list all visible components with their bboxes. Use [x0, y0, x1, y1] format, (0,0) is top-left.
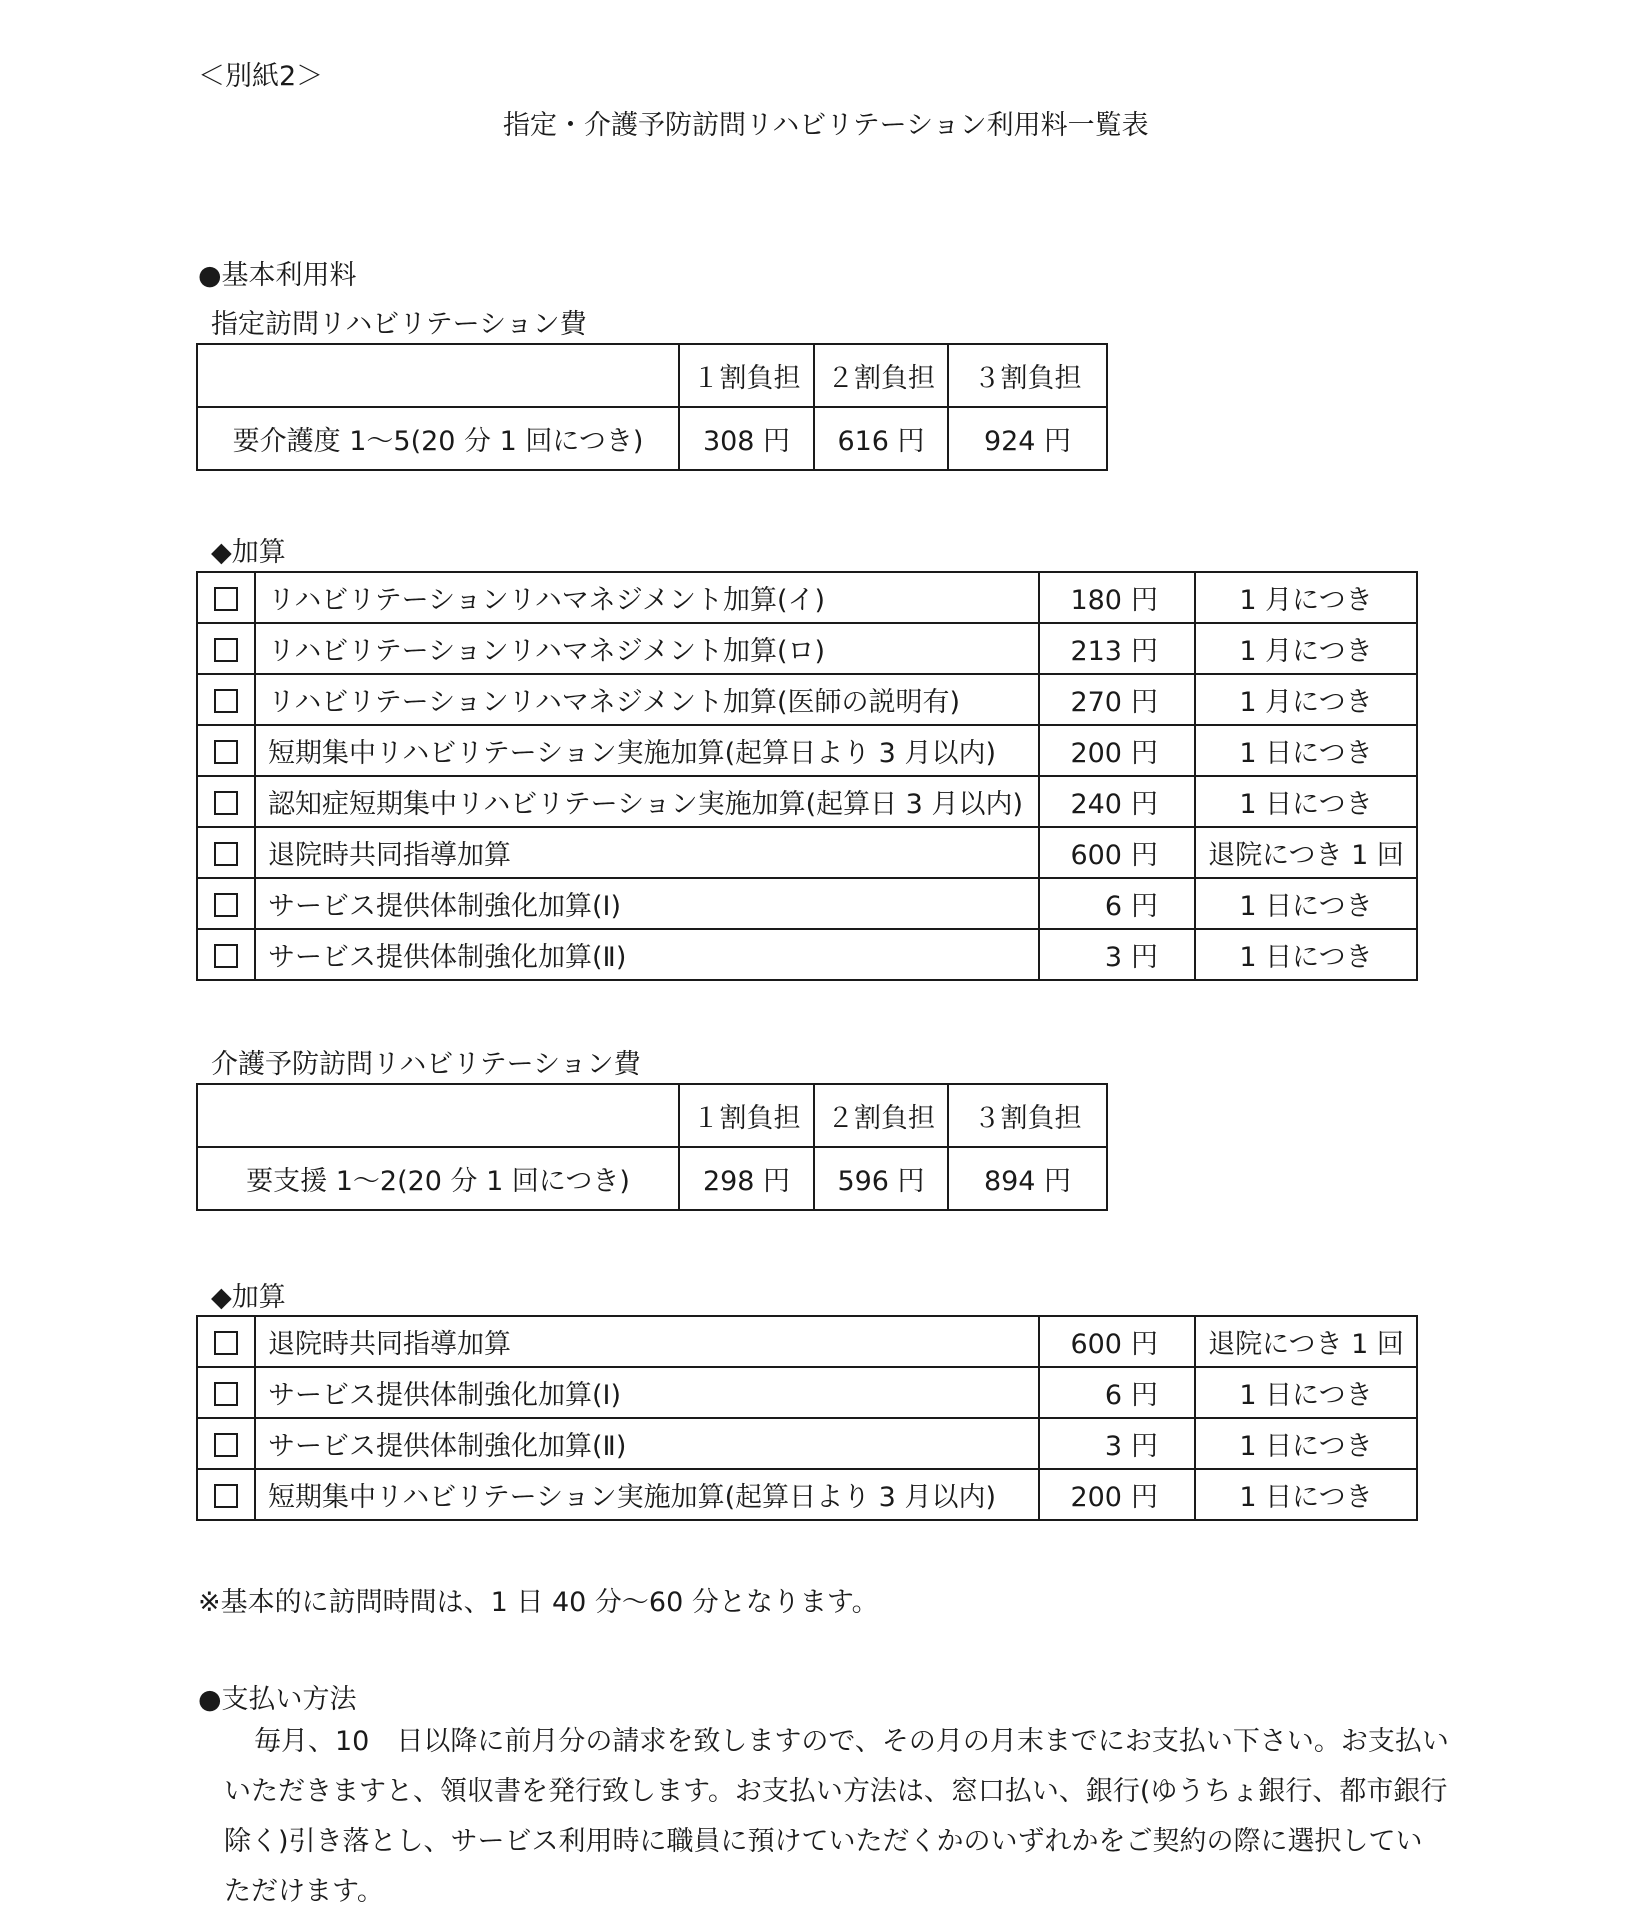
fee-cell: 924 円 — [948, 407, 1107, 470]
addition-price — [1039, 674, 1195, 725]
addition-price — [1039, 878, 1195, 929]
addition-name: 退院時共同指導加算 — [255, 827, 1039, 878]
addition-name: サービス提供体制強化加算(Ⅰ) — [255, 878, 1039, 929]
addition-row — [197, 1469, 1417, 1520]
addition-row — [197, 776, 1417, 827]
checkbox-cell[interactable] — [197, 776, 255, 827]
attachment-label: ＜別紙2＞ — [198, 61, 324, 92]
header-cell: １割負担 — [679, 344, 814, 407]
header-cell: ２割負担 — [814, 1084, 948, 1147]
addition-price — [1039, 1418, 1195, 1469]
addition-price — [1039, 776, 1195, 827]
fee-cell: 298 円 — [679, 1147, 814, 1210]
checkbox[interactable] — [214, 944, 238, 968]
header-cell: １割負担 — [679, 1084, 814, 1147]
addition-price — [1039, 623, 1195, 674]
header-cell — [197, 1084, 679, 1147]
header-cell: ２割負担 — [814, 344, 948, 407]
addition-unit: 円 — [1131, 942, 1158, 973]
addition-name: 認知症短期集中リハビリテーション実施加算(起算日 3 月以内) — [255, 776, 1039, 827]
addition-row — [197, 878, 1417, 929]
checkbox-cell[interactable] — [197, 1367, 255, 1418]
addition-unit: 円 — [1131, 687, 1158, 718]
checkbox[interactable] — [214, 638, 238, 662]
checkbox[interactable] — [214, 893, 238, 917]
row-label: 要支援 1～2(20 分 1 回につき) — [197, 1147, 679, 1210]
addition-row — [197, 929, 1417, 980]
addition-table-support — [196, 1315, 1418, 1521]
addition-row — [197, 725, 1417, 776]
addition-frequency: 1 月につき — [1195, 674, 1417, 725]
addition-name: 退院時共同指導加算 — [255, 1316, 1039, 1367]
addition-price — [1039, 572, 1195, 623]
addition-unit: 円 — [1131, 738, 1158, 769]
addition-heading-2: ◆加算 — [211, 1282, 286, 1313]
addition-unit: 円 — [1131, 789, 1158, 820]
addition-amount: 600 — [1070, 840, 1122, 871]
addition-name: サービス提供体制強化加算(Ⅱ) — [255, 1418, 1039, 1469]
addition-price — [1039, 725, 1195, 776]
addition-amount: 180 — [1070, 585, 1122, 616]
section2-subheading: 介護予防訪問リハビリテーション費 — [211, 1049, 641, 1080]
addition-frequency: 退院につき 1 回 — [1195, 827, 1417, 878]
checkbox-cell[interactable] — [197, 725, 255, 776]
fee-cell: 596 円 — [814, 1147, 948, 1210]
addition-unit: 円 — [1131, 1482, 1158, 1513]
table-header-row — [197, 1084, 1107, 1147]
checkbox-cell[interactable] — [197, 1418, 255, 1469]
addition-price — [1039, 1316, 1195, 1367]
addition-frequency: 1 日につき — [1195, 1367, 1417, 1418]
checkbox[interactable] — [214, 587, 238, 611]
checkbox-cell[interactable] — [197, 623, 255, 674]
fee-cell: 308 円 — [679, 407, 814, 470]
checkbox-cell[interactable] — [197, 1469, 255, 1520]
addition-amount: 600 — [1070, 1329, 1122, 1360]
addition-name: 短期集中リハビリテーション実施加算(起算日より 3 月以内) — [255, 725, 1039, 776]
addition-frequency: 1 月につき — [1195, 572, 1417, 623]
header-cell — [197, 344, 679, 407]
addition-frequency: 1 日につき — [1195, 1469, 1417, 1520]
addition-frequency: 退院につき 1 回 — [1195, 1316, 1417, 1367]
checkbox-cell[interactable] — [197, 674, 255, 725]
fee-cell: 616 円 — [814, 407, 948, 470]
addition-heading-1: ◆加算 — [211, 537, 286, 568]
payment-line-2: いただきますと、領収書を発行致します。お支払い方法は、窓口払い、銀行(ゆうちょ銀行、都市銀行 — [224, 1776, 1448, 1807]
addition-amount: 213 — [1070, 636, 1122, 667]
addition-name: 短期集中リハビリテーション実施加算(起算日より 3 月以内) — [255, 1469, 1039, 1520]
checkbox-cell[interactable] — [197, 878, 255, 929]
basic-fee-heading: ●基本利用料 — [198, 260, 357, 291]
table-row — [197, 407, 1107, 470]
addition-row — [197, 1367, 1417, 1418]
page-title: 指定・介護予防訪問リハビリテーション利用料一覧表 — [503, 110, 1149, 141]
addition-amount: 200 — [1070, 738, 1122, 769]
header-cell: ３割負担 — [948, 1084, 1107, 1147]
checkbox[interactable] — [214, 791, 238, 815]
addition-row — [197, 572, 1417, 623]
addition-row — [197, 1418, 1417, 1469]
checkbox[interactable] — [214, 740, 238, 764]
visit-time-note: ※基本的に訪問時間は、1 日 40 分～60 分となります。 — [198, 1587, 879, 1618]
addition-unit: 円 — [1131, 891, 1158, 922]
basic-fee-table-care — [196, 343, 1108, 471]
addition-amount: 240 — [1070, 789, 1122, 820]
table-row — [197, 1147, 1107, 1210]
addition-amount: 6 — [1104, 1380, 1122, 1411]
addition-amount: 3 — [1104, 1431, 1122, 1462]
checkbox[interactable] — [214, 689, 238, 713]
addition-row — [197, 623, 1417, 674]
addition-amount: 200 — [1070, 1482, 1122, 1513]
addition-amount: 3 — [1104, 942, 1122, 973]
addition-name: サービス提供体制強化加算(Ⅱ) — [255, 929, 1039, 980]
checkbox[interactable] — [214, 1331, 238, 1355]
addition-row — [197, 1316, 1417, 1367]
checkbox[interactable] — [214, 1484, 238, 1508]
addition-frequency: 1 月につき — [1195, 623, 1417, 674]
addition-unit: 円 — [1131, 585, 1158, 616]
checkbox[interactable] — [214, 1382, 238, 1406]
addition-table-care — [196, 571, 1418, 981]
checkbox-cell[interactable] — [197, 572, 255, 623]
payment-line-1: 毎月、10 日以降に前月分の請求を致しますので、その月の月末までにお支払い下さい。お支払い — [254, 1726, 1449, 1757]
header-cell: ３割負担 — [948, 344, 1107, 407]
addition-unit: 円 — [1131, 840, 1158, 871]
addition-frequency: 1 日につき — [1195, 725, 1417, 776]
addition-price — [1039, 1469, 1195, 1520]
checkbox-cell[interactable] — [197, 1316, 255, 1367]
fee-cell: 894 円 — [948, 1147, 1107, 1210]
addition-frequency: 1 日につき — [1195, 776, 1417, 827]
payment-line-4: ただけます。 — [224, 1876, 384, 1907]
checkbox-cell[interactable] — [197, 827, 255, 878]
addition-name: サービス提供体制強化加算(Ⅰ) — [255, 1367, 1039, 1418]
addition-row — [197, 827, 1417, 878]
basic-fee-table-support — [196, 1083, 1108, 1211]
checkbox[interactable] — [214, 842, 238, 866]
checkbox-cell[interactable] — [197, 929, 255, 980]
section1-subheading: 指定訪問リハビリテーション費 — [211, 309, 587, 340]
addition-unit: 円 — [1131, 1380, 1158, 1411]
addition-frequency: 1 日につき — [1195, 929, 1417, 980]
addition-frequency: 1 日につき — [1195, 1418, 1417, 1469]
addition-name: リハビリテーションリハマネジメント加算(ロ) — [255, 623, 1039, 674]
addition-price — [1039, 827, 1195, 878]
addition-frequency: 1 日につき — [1195, 878, 1417, 929]
addition-name: リハビリテーションリハマネジメント加算(イ) — [255, 572, 1039, 623]
payment-heading: ●支払い方法 — [198, 1684, 357, 1715]
addition-name: リハビリテーションリハマネジメント加算(医師の説明有) — [255, 674, 1039, 725]
addition-price — [1039, 1367, 1195, 1418]
addition-unit: 円 — [1131, 1431, 1158, 1462]
addition-amount: 270 — [1070, 687, 1122, 718]
table-header-row — [197, 344, 1107, 407]
addition-unit: 円 — [1131, 636, 1158, 667]
row-label: 要介護度 1～5(20 分 1 回につき) — [197, 407, 679, 470]
addition-amount: 6 — [1104, 891, 1122, 922]
addition-unit: 円 — [1131, 1329, 1158, 1360]
addition-row — [197, 674, 1417, 725]
payment-line-3: 除く)引き落とし、サービス利用時に職員に預けていただくかのいずれかをご契約の際に選択してい — [224, 1826, 1423, 1857]
checkbox[interactable] — [214, 1433, 238, 1457]
addition-price — [1039, 929, 1195, 980]
